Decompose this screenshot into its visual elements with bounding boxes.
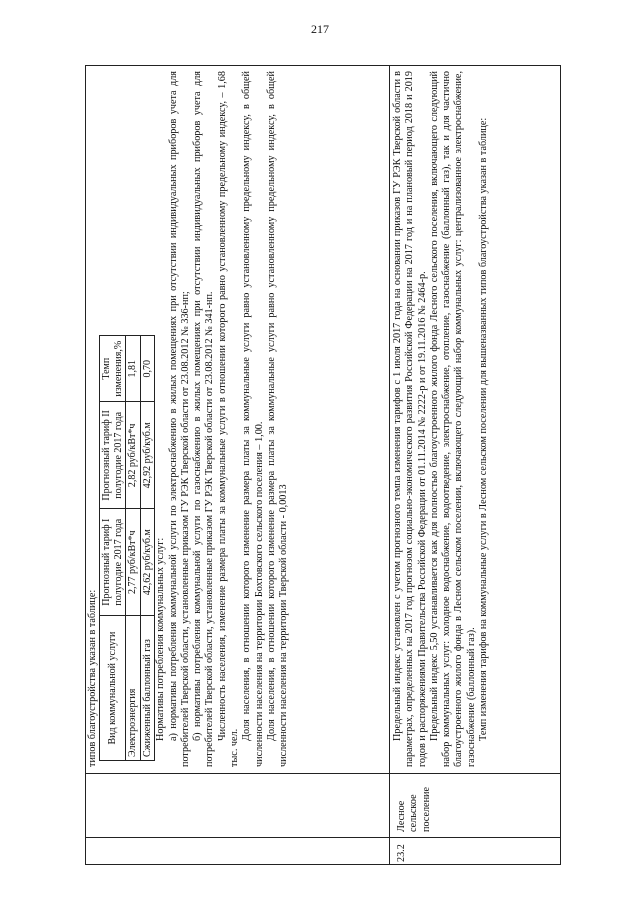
header-tariff-h2: Прогнозный тариф II полугодие 2017 года [100, 402, 126, 509]
cell-tariff-h1: 42,62 руб/куб.м [140, 509, 155, 616]
page-number: 217 [311, 22, 329, 36]
paragraph: Темп изменения тарифов на коммунальные услуги в Лесном сельском поселении для вышеназванных типов благоустройства указан в таблице: [478, 117, 490, 741]
cell-settlement-name: Лесное сельское поселение [390, 773, 561, 837]
cell-description [85, 65, 389, 773]
paragraph: Доля населения, в отношении которого изменение размера платы за коммунальные услуги равно установленному предельному индексу, в общей численности населения на территории Тверской области - 0,0013 [265, 71, 290, 767]
table-row-continuation [85, 65, 390, 865]
cell-description [390, 65, 561, 773]
cell-change: 1,81 [126, 336, 141, 402]
cell-number-empty [85, 837, 389, 865]
paragraph: Численность населения, изменение размера платы за коммунальные услуги в отношении которого равно установленному предельному индексу, – 1,68 тыс. чел. [216, 71, 241, 767]
paragraph: а) нормативы потребления коммунальной услуги по электроснабжению в жилых помещениях при отсутствии индивидуальных приборов учета для потребителей Тверской области, установленные приказом ГУ РЭК Тверской области от 23.08.2012 № 336-нп; [167, 71, 191, 767]
header-service: Вид коммунальной услуги [100, 616, 126, 761]
tariff-table-header [100, 336, 126, 761]
table-row [126, 336, 141, 761]
paragraph: Доля населения, в отношении которого изменение размера платы за коммунальные услуги равно установленному предельному индексу, в общей численности населения на территории Бохтовского сельского поселения – 1,00. [241, 71, 265, 767]
cell-service: Сжиженный баллонный газ [140, 616, 155, 761]
paragraph: Нормативы потребления коммунальных услуг: [155, 537, 167, 741]
table-row-lesnoe [390, 65, 561, 865]
cell-tariff-h2: 42,92 руб/куб.м [140, 402, 155, 509]
rotated-table-content [85, 65, 561, 865]
header-tariff-h1: Прогнозный тариф I полугодие 2017 года [100, 509, 126, 616]
header-change: Темп изменения,% [100, 336, 126, 402]
cell-service: Электроэнергия [126, 616, 141, 761]
paragraph: Предельный индекс 5,50 устанавливается как для полностью благоустроенного жилого фонда Лесного сельского поселения, включающего следующий набор коммунальных услуг: холодное водоснабжение, водоотведение, электроснабжение, отопление, газоснабжение (баллонный газ), так и для частично благоустроенного жилого фонда в Лесном сельском поселении, включающего следующий набор коммунальных услуг: централизованное электроснабжение, газоснабжение (баллонный газ). [428, 71, 477, 767]
cell-tariff-h1: 2,77 руб/кВт*ч [126, 509, 141, 616]
table-row [140, 336, 155, 761]
cell-change: 0,70 [140, 336, 155, 402]
cell-number: 23.2 [390, 837, 561, 865]
paragraph: Предельный индекс установлен с учетом прогнозного темпа изменения тарифов с 1 июля 2017 года на основании приказов ГУ РЭК Тверской области в параметрах, определенных на 2017 год прогнозом социально-экономического развития Российской Федерации на 2017 год и на плановый период 2018 и 2019 годов и распоряжениями Правительства Российской Федерации от 01.11.2014 № 2222-р и от 19.11.2016 № 2464-р. [392, 71, 428, 767]
cell-name-empty [85, 773, 389, 837]
paragraph: б) нормативы потребления коммунальной услуги по газоснабжению в жилых помещениях при отсутствии индивидуальных приборов учета для потребителей Тверской области, установленные приказом ГУ РЭК Тверской области от 23.08.2012 № 341-нп. [192, 71, 216, 767]
intro-text: типов благоустройства указан в таблице: [87, 589, 98, 767]
tariff-table [99, 335, 155, 761]
cell-tariff-h2: 2,82 руб/кВт*ч [126, 402, 141, 509]
